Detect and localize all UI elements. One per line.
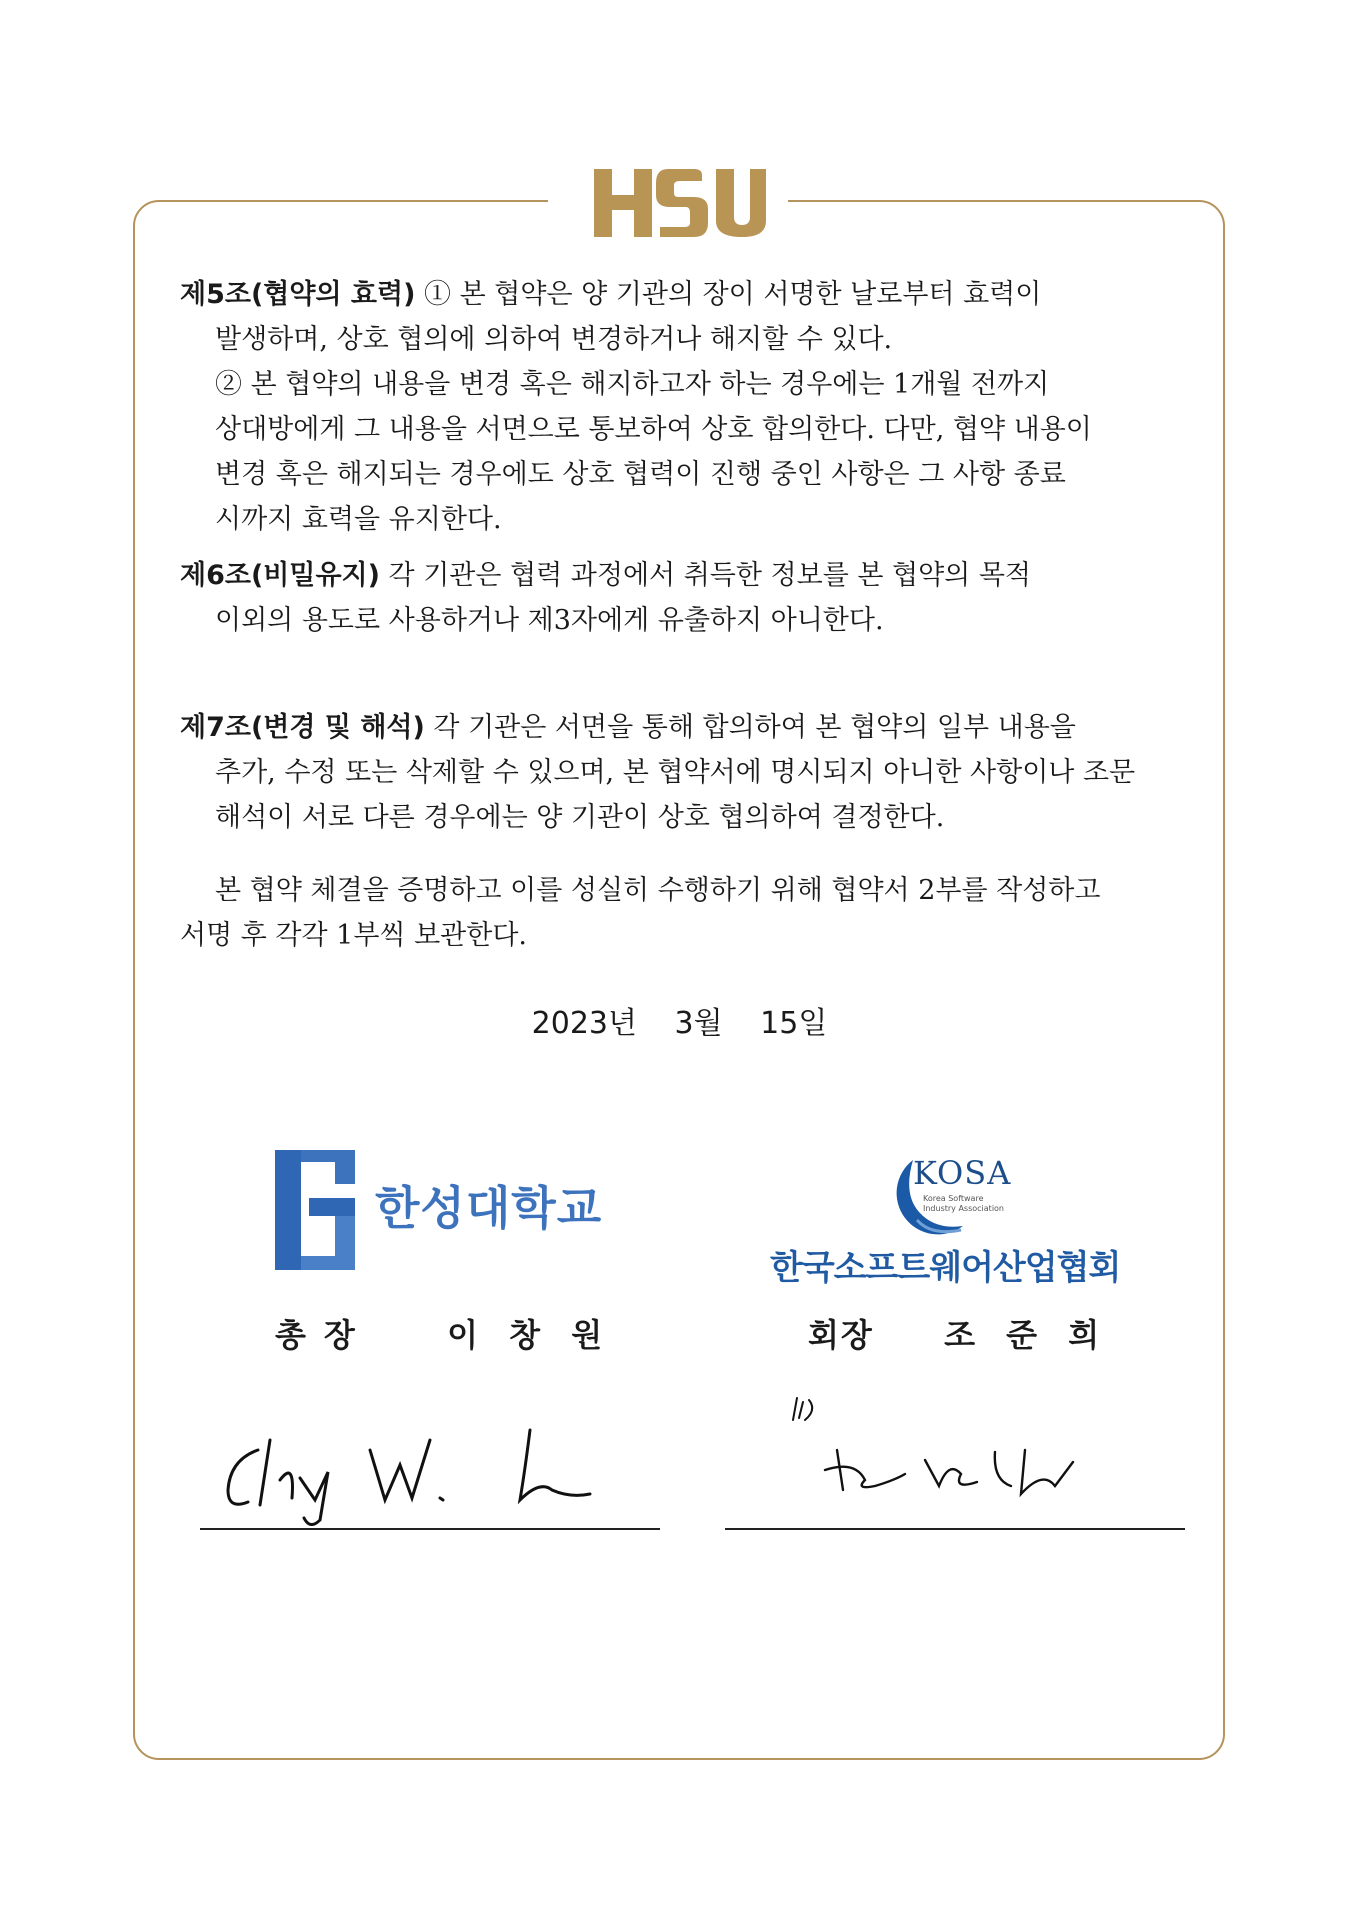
article-7	[180, 705, 1190, 840]
hansung-h-icon	[275, 1150, 370, 1270]
article-5-line: 발생하며, 상호 협의에 의하여 변경하거나 해지할 수 있다.	[215, 324, 893, 355]
date-year: 2023년	[531, 1006, 637, 1041]
right-signatory-name: 조 준 희	[944, 1316, 1110, 1354]
hansung-name: 한성대학교	[375, 1181, 603, 1235]
article-5-line: ② 본 협약의 내용을 변경 혹은 해지하고자 하는 경우에는 1개월 전까지	[215, 369, 1050, 400]
date-day: 15일	[760, 1006, 828, 1041]
right-signatory	[808, 1310, 1109, 1356]
right-signatory-title: 회장	[808, 1316, 874, 1354]
handwritten-signature	[200, 1390, 660, 1530]
closing-line: 서명 후 각각 1부씩 보관한다.	[180, 920, 527, 951]
article-5-first-line: 제5조(협약의 효력) ① 본 협약은 양 기관의 장이 서명한 날로부터 효력이	[180, 279, 1042, 310]
article-6	[180, 553, 1190, 643]
signature-line	[725, 1528, 1185, 1530]
article-7-line: 추가, 수정 또는 삭제할 수 있으며, 본 협약서에 명시되지 아니한 사항이나 조문	[215, 757, 1136, 788]
closing-line: 본 협약 체결을 증명하고 이를 성실히 수행하기 위해 협약서 2부를 작성하고	[215, 875, 1101, 906]
right-signature	[725, 1390, 1185, 1530]
article-7-first-line: 제7조(변경 및 해석) 각 기관은 서면을 통해 합의하여 본 협약의 일부 내용을	[180, 712, 1076, 743]
article-6-first-line: 제6조(비밀유지) 각 기관은 협력 과정에서 취득한 정보를 본 협약의 목적	[180, 560, 1032, 591]
signing-date	[0, 998, 1359, 1042]
article-6-heading: 제6조(비밀유지)	[180, 560, 380, 591]
kosa-org-name: 한국소프트웨어산업협회	[770, 1248, 1121, 1288]
kosa-subtitle: Korea Software Industry Association	[923, 1194, 1004, 1213]
article-5-line: 시까지 효력을 유지한다.	[215, 504, 502, 535]
kosa-wordmark: KOSA	[913, 1154, 1012, 1192]
article-7-heading: 제7조(변경 및 해석)	[180, 712, 425, 743]
closing-statement	[180, 868, 1190, 958]
article-5-line: 상대방에게 그 내용을 서면으로 통보하여 상호 합의한다. 다만, 협약 내용이	[215, 414, 1092, 445]
article-5-line: 변경 혹은 해지되는 경우에도 상호 협력이 진행 중인 사항은 그 사항 종료	[215, 459, 1066, 490]
left-signatory-title: 총장	[275, 1316, 373, 1354]
date-month: 3월	[674, 1006, 723, 1041]
left-signature	[200, 1390, 660, 1530]
article-7-line: 해석이 서로 다른 경우에는 양 기관이 상호 협의하여 결정한다.	[215, 802, 945, 833]
hsu-logo	[590, 165, 770, 241]
signature-line	[200, 1528, 660, 1530]
left-signatory	[275, 1310, 612, 1356]
article-5	[180, 272, 1190, 542]
handwritten-signature	[725, 1390, 1185, 1530]
article-5-heading: 제5조(협약의 효력)	[180, 279, 416, 310]
left-signatory-name: 이 창 원	[447, 1316, 613, 1354]
article-6-line: 이외의 용도로 사용하거나 제3자에게 유출하지 아니한다.	[215, 605, 884, 636]
